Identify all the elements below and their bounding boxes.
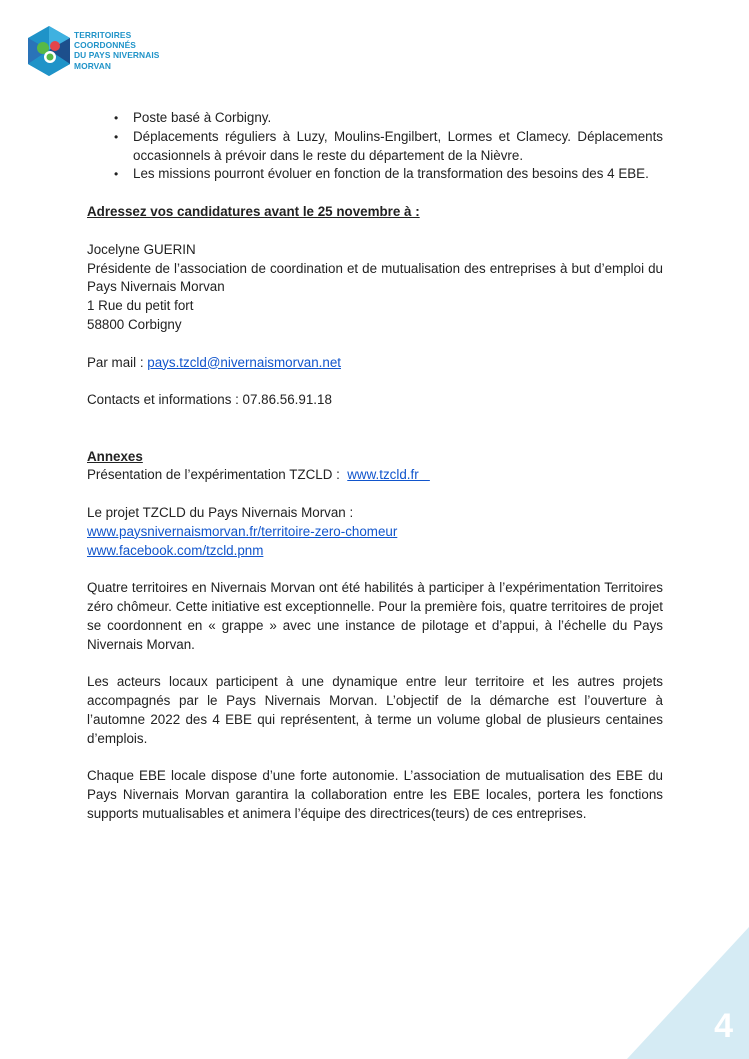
logo-line: MORVAN: [74, 60, 112, 71]
list-item: • Poste basé à Corbigny.: [87, 109, 663, 128]
list-item: • Déplacements réguliers à Luzy, Moulins-Engilbert, Lormes et Clamecy. Déplacements occasionnels à prévoir dans le reste du département de la Nièvre.: [87, 128, 663, 166]
bullet-list: [87, 109, 663, 184]
presentation-label: Présentation de l’expérimentation TZCLD :: [87, 467, 348, 483]
mail-line: [87, 354, 663, 373]
apply-heading: Adressez vos candidatures avant le 25 novembre à :: [87, 204, 420, 220]
facebook-link[interactable]: www.facebook.com/tzcld.pnm: [87, 542, 264, 558]
address-street: 1 Rue du petit fort: [87, 298, 194, 314]
contact-role: Présidente de l’association de coordination et de mutualisation des entreprises à but d’emploi du Pays Nivernais Morvan: [87, 260, 663, 295]
annexes-heading: Annexes: [87, 448, 143, 464]
hexagon-logo-icon: [24, 24, 74, 82]
paragraph: Quatre territoires en Nivernais Morvan ont été habilités à participer à l’expérimentation Territoires zéro chômeur. Cette initiative est exceptionnelle. Pour la première fois, quatre territoires de projet se coordonnent en « grappe » avec une instance de pilotage et d’appui, à l’échelle du Pays Nivernais Morvan.: [87, 580, 663, 652]
list-item: • Les missions pourront évoluer en fonction de la transformation des besoins des 4 EBE.: [87, 165, 663, 184]
document-body: [87, 109, 663, 823]
project-label: Le projet TZCLD du Pays Nivernais Morvan :: [87, 504, 354, 520]
logo-text: [74, 30, 159, 71]
contact-phone: Contacts et informations : 07.86.56.91.18: [87, 392, 332, 408]
pays-link[interactable]: www.paysnivernaismorvan.fr/territoire-zero-chomeur: [87, 523, 398, 539]
logo-line: COORDONNÉS: [74, 40, 136, 51]
logo-line: TERRITOIRES: [74, 30, 132, 40]
paragraph: Les acteurs locaux participent à une dynamique entre leur territoire et les autres projets accompagnés par le Pays Nivernais Morvan. L’objectif de la démarche est l’ouverture à l’automne 2022 des 4 EBE qui représentent, à terme un volume global de plusieurs centaines d’emplois.: [87, 674, 663, 746]
paragraph: Chaque EBE locale dispose d’une forte autonomie. L’association de mutualisation des EBE du Pays Nivernais Morvan garantira la collaboration entre les EBE locales, portera les fonctions supports mutualisables et animera l’équipe des directrices(teurs) de ces entreprises.: [87, 768, 663, 821]
address-city: 58800 Corbigny: [87, 316, 182, 332]
mail-link[interactable]: pays.tzcld@nivernaismorvan.net: [147, 354, 341, 370]
logo-line: DU PAYS NIVERNAIS: [74, 50, 160, 61]
page-number: 4: [714, 1007, 733, 1045]
tzcld-link[interactable]: www.tzcld.fr: [347, 467, 430, 483]
mail-label: Par mail :: [87, 354, 148, 370]
presentation-line: [87, 466, 663, 485]
contact-name: Jocelyne GUERIN: [87, 241, 196, 257]
logo: [24, 24, 174, 84]
